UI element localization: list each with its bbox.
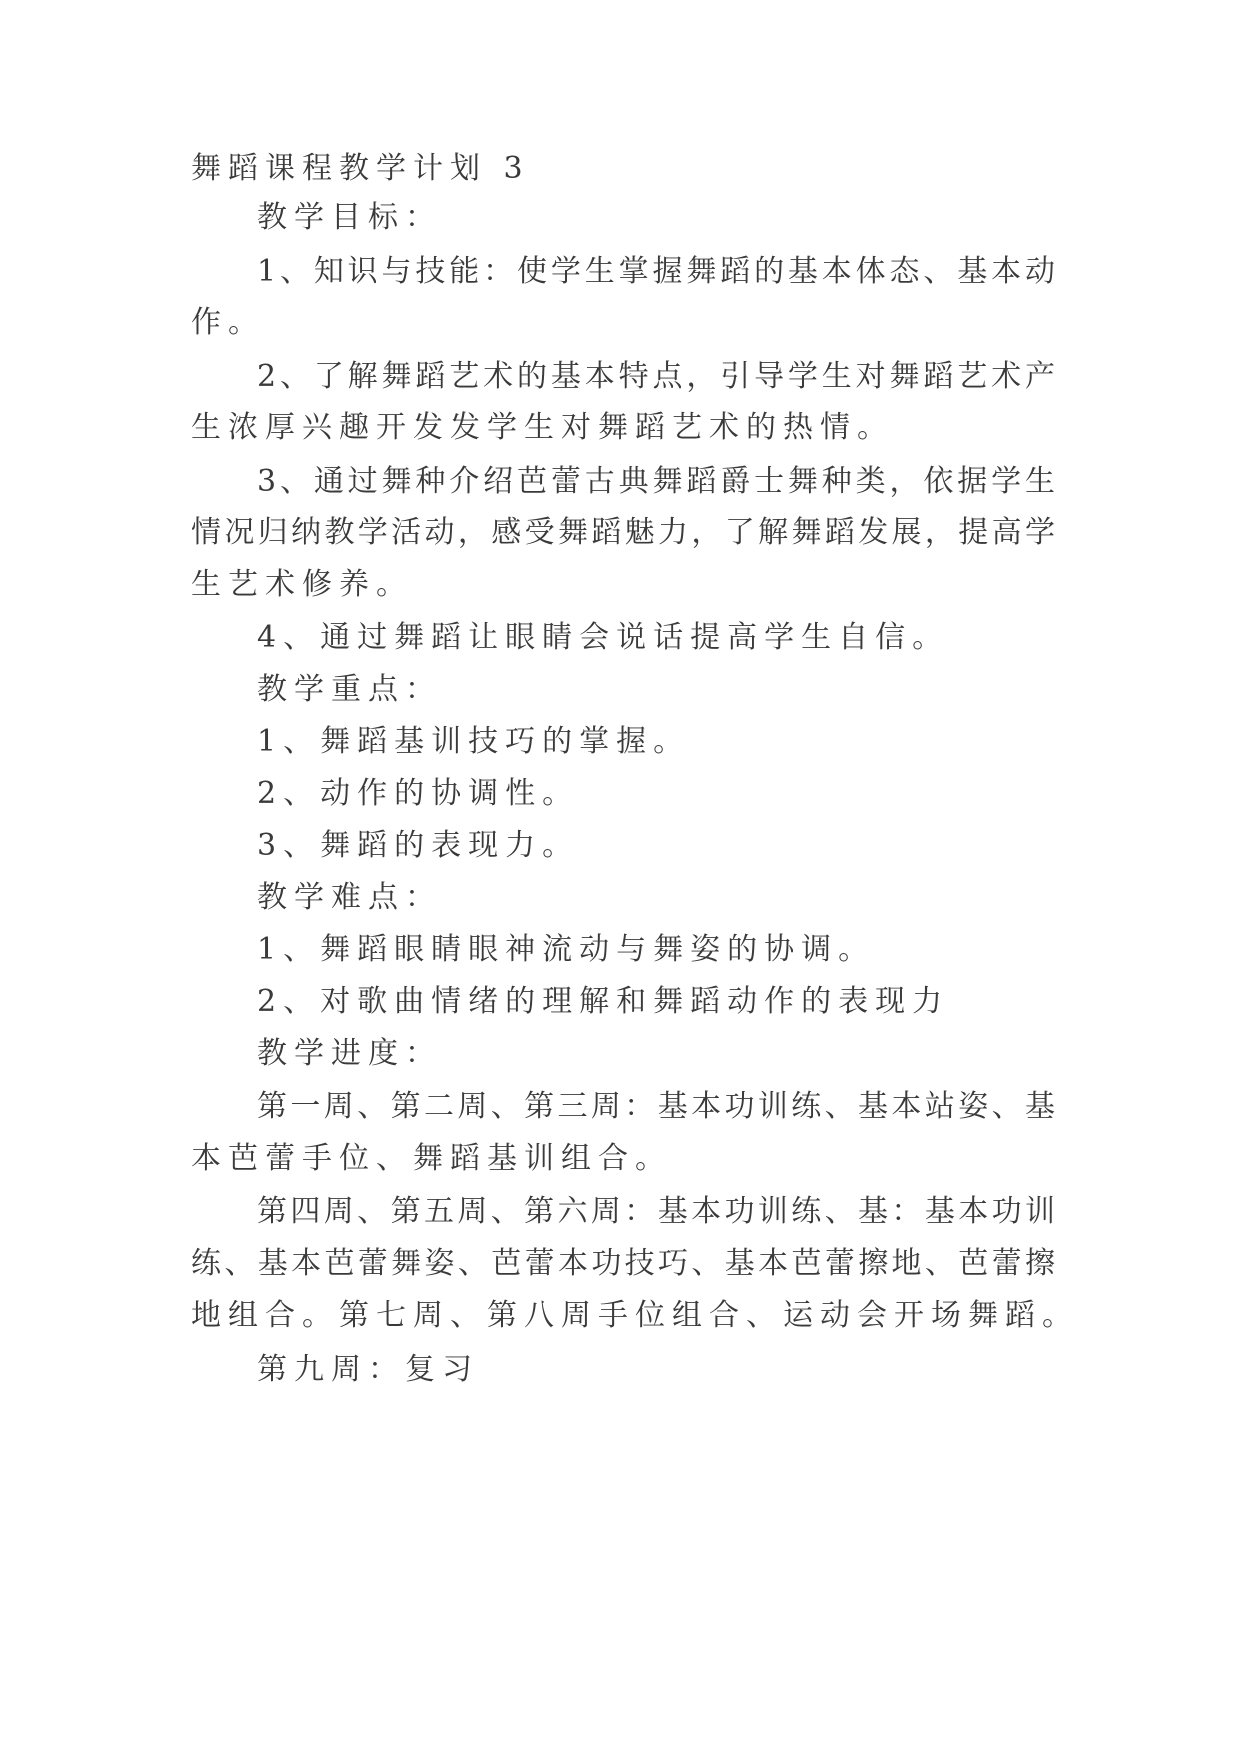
list-item: 1、舞蹈基训技巧的掌握。 xyxy=(257,724,691,759)
document-title: 舞蹈课程教学计划 3 xyxy=(191,151,530,186)
list-item: 3、舞蹈的表现力。 xyxy=(257,828,580,863)
paragraph-text: 情况归纳教学活动，感受舞蹈魅力，了解舞蹈发展，提高学 xyxy=(191,515,1055,550)
paragraph-line: 生艺术修养。 xyxy=(191,567,413,602)
paragraph-line: 地组合。第七周、第八周手位组合、运动会开场舞蹈。 xyxy=(191,1298,1079,1333)
paragraph-text: 2、了解舞蹈艺术的基本特点，引导学生对舞蹈艺术产 xyxy=(257,359,1055,394)
paragraph-line: 4、通过舞蹈让眼睛会说话提高学生自信。 xyxy=(257,620,950,655)
paragraph-text: 第一周、第二周、第三周：基本功训练、基本站姿、基 xyxy=(257,1089,1055,1124)
list-item: 2、对歌曲情绪的理解和舞蹈动作的表现力 xyxy=(257,984,950,1019)
list-item: 1、舞蹈眼睛眼神流动与舞姿的协调。 xyxy=(257,932,876,967)
paragraph-line xyxy=(257,1192,1055,1232)
paragraph-line xyxy=(191,513,1055,553)
heading-teaching-difficulties: 教学难点： xyxy=(257,880,442,915)
paragraph-text: 第四周、第五周、第六周：基本功训练、基：基本功训 xyxy=(257,1194,1055,1229)
paragraph-line: 本芭蕾手位、舞蹈基训组合。 xyxy=(191,1141,672,1176)
paragraph-line xyxy=(191,1244,1055,1284)
paragraph-line: 第九周：复习 xyxy=(257,1352,479,1387)
heading-teaching-schedule: 教学进度： xyxy=(257,1036,442,1071)
paragraph-line xyxy=(257,1087,1055,1127)
paragraph-line: 生浓厚兴趣开发发学生对舞蹈艺术的热情。 xyxy=(191,410,894,445)
paragraph-text: 3、通过舞种介绍芭蕾古典舞蹈爵士舞种类，依据学生 xyxy=(257,464,1055,499)
list-item: 2、动作的协调性。 xyxy=(257,776,580,811)
heading-teaching-goals: 教学目标： xyxy=(257,200,442,235)
paragraph-text: 练、基本芭蕾舞姿、芭蕾本功技巧、基本芭蕾擦地、芭蕾擦 xyxy=(191,1246,1055,1281)
paragraph-line xyxy=(257,462,1055,502)
paragraph-line xyxy=(257,252,1055,292)
paragraph-line: 作。 xyxy=(191,305,265,340)
heading-teaching-key-points: 教学重点： xyxy=(257,672,442,707)
paragraph-line xyxy=(257,357,1055,397)
paragraph-text: 1、知识与技能：使学生掌握舞蹈的基本体态、基本动 xyxy=(257,254,1055,289)
